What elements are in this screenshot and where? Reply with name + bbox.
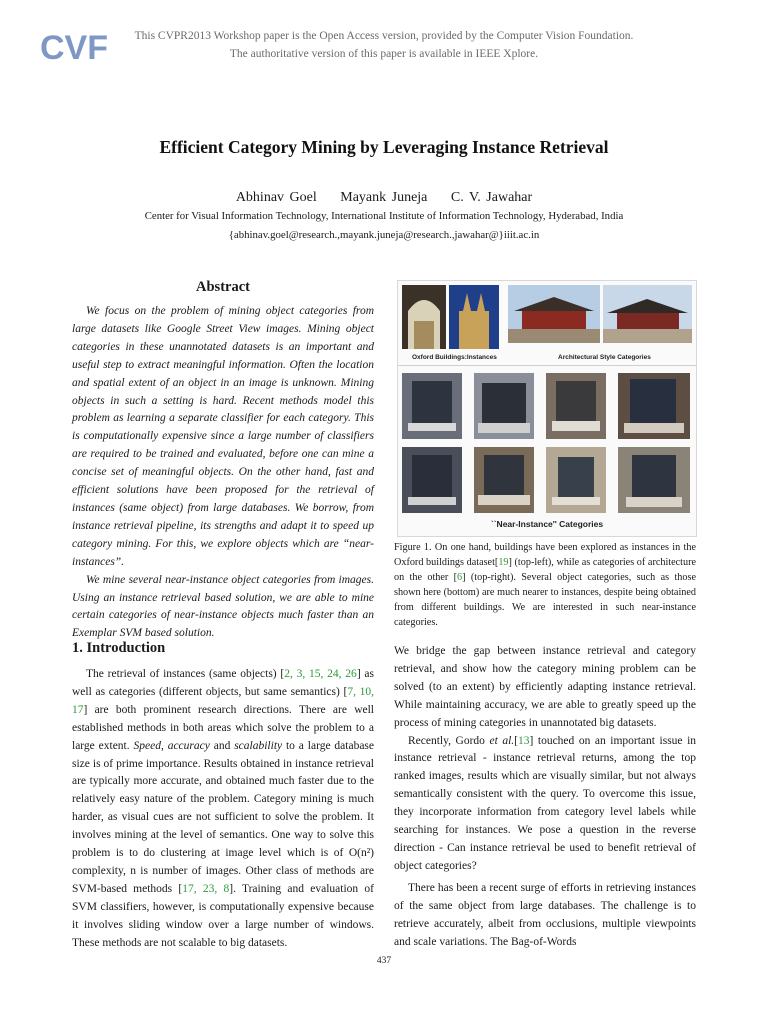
author-list <box>0 190 768 206</box>
open-access-note <box>0 27 768 63</box>
abstract-paragraph: We mine several near-instance object categories from images. Using an instance retrieval based solution, we are able to mine certain categories of near-instance objects much faster than an Exemplar SVM based solution. <box>72 573 374 640</box>
pagoda-photo <box>508 285 600 343</box>
oxford-arch-photo <box>402 285 446 349</box>
introduction-paragraph: The retrieval of instances (same objects) [2, 3, 15, 24, 26] as well as categories (different objects, but same semantics) [7, 10, 17] are both prominent research directions. There are well established methods in both areas which solve the problem to a large extent. Speed, accuracy and scalability to a large database size is of prime importance. Results obtained in instance retrieval are typically more accurate, and obtained much faster due to the relatively easy nature of the problem. Category mining is much harder, as visual cues are not sufficient to solve the problem. It involves mining at the level of semantics. One way to solve this problem is to do clustering at image level which is of O(n²) complexity, n is number of images. Other class of methods are SVM-based methods [17, 23, 8]. Training and evaluation of SVM classifiers, however, is computationally expensive because it involves sliding window over a large number of windows. These methods are not scalable to big datasets. <box>72 668 375 949</box>
cvf-logo-text: CVF <box>40 29 108 67</box>
figure-label-architecture: Architectural Style Categories <box>558 354 651 361</box>
citation-link[interactable]: 19 <box>498 557 509 568</box>
temple-photo <box>603 285 692 343</box>
window-photo <box>546 447 606 513</box>
open-access-note-line2: The authoritative version of this paper is available in IEEE Xplore. <box>229 48 539 60</box>
citation-link[interactable]: 2, 3, 15, 24, 26 <box>284 668 357 680</box>
figure-divider <box>398 365 696 366</box>
introduction-heading: 1. Introduction <box>72 640 166 656</box>
citation-link[interactable]: 13 <box>518 734 530 747</box>
right-column-body <box>394 643 696 951</box>
window-photo <box>474 447 534 513</box>
figure-label-oxford: Oxford Buildings:Instances <box>412 354 497 361</box>
window-photo <box>402 373 462 439</box>
figure-caption: Figure 1. On one hand, buildings have been explored as instances in the Oxford buildings dataset[19] (top-left), while as categories of architecture on the other [6] (top-right). Several object categories, such as those shown here (bottom) are much nearer to instances, despite being obtained from different buildings. We are interested in such near-instance categories. <box>394 542 697 628</box>
author-name: Mayank Juneja <box>340 190 428 205</box>
citation-link[interactable]: 6 <box>457 572 463 583</box>
window-photo <box>546 373 606 439</box>
window-photo <box>402 447 462 513</box>
citation-link[interactable]: 7, 10, 17 <box>72 685 374 716</box>
body-paragraph: Recently, Gordo et al.[13] touched on an important issue in instance retrieval - instance retrieval returns, among the top ranked images, results which are visually similar, but not always semantically consistent with the query. To overcome this issue, they incorporate information from category level labels while searching for instances. We pose a question in the reverse direction - Can instance retrieval be used to benefit retrieval of object categories? <box>394 734 697 872</box>
abstract-body <box>72 303 374 643</box>
window-photo <box>618 373 690 439</box>
affiliation: Center for Visual Information Technology, International Institute of Information Technology, Hyderabad, India <box>144 210 624 222</box>
abstract-paragraph: We focus on the problem of mining object categories from large datasets like Google Street View images. Mining object categories in these unannotated datasets is an important and useful step to extract meaningful information. Often the location and spatial extent of an object in an image is unknown. Mining objects in such a setting is hard. Recent methods model this problem as learning a separate classifier for each category. This is computationally expensive since a large number of classifiers are required to be trained and evaluated, before one can mine a concise set of meaningful objects. On the other hand, fast and efficient solutions have been proposed for the retrieval of instances (same object) from large databases. We borrow, from instance retrieval pipeline, its strengths and adapt it to speed up category mining. For this, we explore objects which are “near-instances”. <box>72 305 374 568</box>
oxford-cathedral-photo <box>449 285 499 349</box>
introduction-body <box>72 666 374 953</box>
window-photo <box>618 447 690 513</box>
author-name: Abhinav Goel <box>235 190 317 205</box>
body-paragraph: We bridge the gap between instance retrieval and category retrieval, and show how the category mining problem can be solved (to an extent) by efficiently adapting instance retrieval. While maintaining accuracy, we are able to greatly speed up the process of mining categories in unannotated big datasets. <box>394 645 696 729</box>
body-paragraph: There has been a recent surge of efforts in retrieving instances of the same object from large databases. The challenge is to retrieve accurately, albeit from occlusions, multiple viewpoints and scale variations. The Bag-of-Words <box>394 881 696 948</box>
page-number: 437 <box>376 956 392 966</box>
open-access-note-line1: This CVPR2013 Workshop paper is the Open Access version, provided by the Computer Vision Foundation. <box>134 30 634 42</box>
figure-label-near-instance: ``Near-Instance'' Categories <box>490 519 604 529</box>
abstract-heading: Abstract <box>196 279 250 295</box>
author-emails: {abhinav.goel@research.,mayank.juneja@research.,jawahar@}iiit.ac.in <box>228 229 540 241</box>
paper-title: Efficient Category Mining by Leveraging Instance Retrieval <box>159 137 609 157</box>
window-photo <box>474 373 534 439</box>
figure-1 <box>397 280 697 537</box>
citation-link[interactable]: 17, 23, 8 <box>182 882 230 895</box>
author-name: C. V. Jawahar <box>450 190 533 205</box>
